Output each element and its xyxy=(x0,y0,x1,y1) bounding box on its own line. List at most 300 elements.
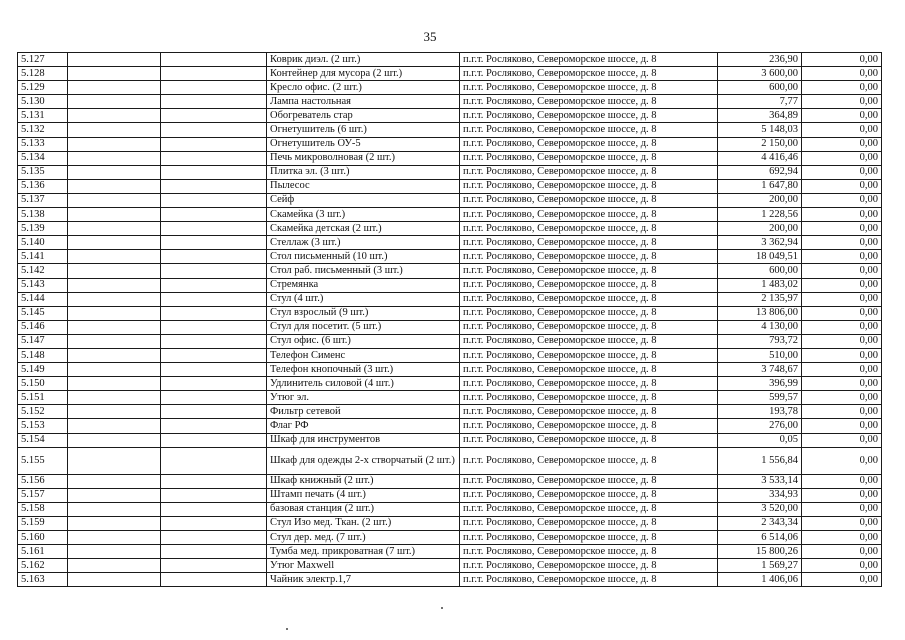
item-name: Коврик диэл. (2 шт.) xyxy=(267,53,460,67)
blank-cell xyxy=(68,109,161,123)
blank-cell xyxy=(68,474,161,488)
item-name: Огнетушитель ОУ-5 xyxy=(267,137,460,151)
item-name: Стеллаж (3 шт.) xyxy=(267,236,460,250)
blank-cell xyxy=(68,488,161,502)
item-residual: 0,00 xyxy=(802,278,882,292)
item-residual: 0,00 xyxy=(802,320,882,334)
blank-cell xyxy=(161,236,267,250)
item-name: Телефон Сименс xyxy=(267,348,460,362)
item-residual: 0,00 xyxy=(802,67,882,81)
table-row xyxy=(18,53,882,67)
item-residual: 0,00 xyxy=(802,433,882,447)
item-value: 2 343,34 xyxy=(718,516,802,530)
item-value: 1 647,80 xyxy=(718,179,802,193)
page-number: 35 xyxy=(423,29,437,44)
table-row xyxy=(18,447,882,474)
item-value: 1 556,84 xyxy=(718,447,802,474)
blank-cell xyxy=(161,391,267,405)
table-row xyxy=(18,208,882,222)
row-number: 5.148 xyxy=(18,348,68,362)
table-row xyxy=(18,433,882,447)
blank-cell xyxy=(68,545,161,559)
blank-cell xyxy=(161,250,267,264)
item-residual: 0,00 xyxy=(802,531,882,545)
row-number: 5.157 xyxy=(18,488,68,502)
blank-cell xyxy=(68,278,161,292)
blank-cell xyxy=(68,447,161,474)
item-name: базовая станция (2 шт.) xyxy=(267,502,460,516)
item-residual: 0,00 xyxy=(802,516,882,530)
table-row xyxy=(18,151,882,165)
table-row xyxy=(18,250,882,264)
row-number: 5.150 xyxy=(18,377,68,391)
item-residual: 0,00 xyxy=(802,447,882,474)
item-name: Телефон кнопочный (3 шт.) xyxy=(267,363,460,377)
item-residual: 0,00 xyxy=(802,193,882,207)
table-row xyxy=(18,405,882,419)
blank-cell xyxy=(161,278,267,292)
row-number: 5.140 xyxy=(18,236,68,250)
blank-cell xyxy=(68,165,161,179)
item-address: п.г.т. Росляково, Североморское шоссе, д. 8 xyxy=(460,363,718,377)
blank-cell xyxy=(161,81,267,95)
item-address: п.г.т. Росляково, Североморское шоссе, д. 8 xyxy=(460,222,718,236)
item-value: 7,77 xyxy=(718,95,802,109)
item-address: п.г.т. Росляково, Североморское шоссе, д. 8 xyxy=(460,67,718,81)
item-residual: 0,00 xyxy=(802,573,882,587)
item-value: 692,94 xyxy=(718,165,802,179)
item-name: Стремянка xyxy=(267,278,460,292)
blank-cell xyxy=(68,208,161,222)
blank-cell xyxy=(68,531,161,545)
blank-cell xyxy=(161,573,267,587)
blank-cell xyxy=(161,109,267,123)
table-row xyxy=(18,292,882,306)
blank-cell xyxy=(68,391,161,405)
item-address: п.г.т. Росляково, Североморское шоссе, д. 8 xyxy=(460,531,718,545)
item-residual: 0,00 xyxy=(802,488,882,502)
item-address: п.г.т. Росляково, Североморское шоссе, д. 8 xyxy=(460,292,718,306)
item-name: Фильтр сетевой xyxy=(267,405,460,419)
row-number: 5.128 xyxy=(18,67,68,81)
table-row xyxy=(18,179,882,193)
item-address: п.г.т. Росляково, Североморское шоссе, д. 8 xyxy=(460,53,718,67)
item-address: п.г.т. Росляково, Североморское шоссе, д. 8 xyxy=(460,95,718,109)
item-address: п.г.т. Росляково, Североморское шоссе, д. 8 xyxy=(460,502,718,516)
item-value: 600,00 xyxy=(718,264,802,278)
row-number: 5.153 xyxy=(18,419,68,433)
item-value: 364,89 xyxy=(718,109,802,123)
blank-cell xyxy=(161,137,267,151)
blank-cell xyxy=(68,95,161,109)
item-name: Стул (4 шт.) xyxy=(267,292,460,306)
table-row xyxy=(18,573,882,587)
item-address: п.г.т. Росляково, Североморское шоссе, д. 8 xyxy=(460,377,718,391)
item-residual: 0,00 xyxy=(802,363,882,377)
table-row xyxy=(18,67,882,81)
table-row xyxy=(18,278,882,292)
blank-cell xyxy=(161,502,267,516)
row-number: 5.136 xyxy=(18,179,68,193)
row-number: 5.132 xyxy=(18,123,68,137)
blank-cell xyxy=(68,306,161,320)
item-name: Чайник электр.1,7 xyxy=(267,573,460,587)
item-residual: 0,00 xyxy=(802,123,882,137)
item-address: п.г.т. Росляково, Североморское шоссе, д. 8 xyxy=(460,419,718,433)
item-name: Стул взрослый (9 шт.) xyxy=(267,306,460,320)
blank-cell xyxy=(161,95,267,109)
item-value: 3 748,67 xyxy=(718,363,802,377)
blank-cell xyxy=(161,419,267,433)
item-name: Огнетушитель (6 шт.) xyxy=(267,123,460,137)
table-row xyxy=(18,264,882,278)
item-address: п.г.т. Росляково, Североморское шоссе, д. 8 xyxy=(460,123,718,137)
blank-cell xyxy=(161,334,267,348)
item-residual: 0,00 xyxy=(802,95,882,109)
item-address: п.г.т. Росляково, Североморское шоссе, д. 8 xyxy=(460,81,718,95)
item-name: Стул Изо мед. Ткан. (2 шт.) xyxy=(267,516,460,530)
row-number: 5.159 xyxy=(18,516,68,530)
item-address: п.г.т. Росляково, Североморское шоссе, д. 8 xyxy=(460,264,718,278)
item-value: 3 520,00 xyxy=(718,502,802,516)
item-name: Флаг РФ xyxy=(267,419,460,433)
item-address: п.г.т. Росляково, Североморское шоссе, д. 8 xyxy=(460,334,718,348)
item-address: п.г.т. Росляково, Североморское шоссе, д. 8 xyxy=(460,278,718,292)
item-residual: 0,00 xyxy=(802,137,882,151)
row-number: 5.160 xyxy=(18,531,68,545)
item-name: Сейф xyxy=(267,193,460,207)
item-name: Контейнер для мусора (2 шт.) xyxy=(267,67,460,81)
item-name: Лампа настольная xyxy=(267,95,460,109)
item-value: 3 533,14 xyxy=(718,474,802,488)
blank-cell xyxy=(68,179,161,193)
item-name: Стул дер. мед. (7 шт.) xyxy=(267,531,460,545)
blank-cell xyxy=(68,348,161,362)
item-address: п.г.т. Росляково, Североморское шоссе, д. 8 xyxy=(460,447,718,474)
table-row xyxy=(18,419,882,433)
item-name: Утюг эл. xyxy=(267,391,460,405)
item-residual: 0,00 xyxy=(802,348,882,362)
item-address: п.г.т. Росляково, Североморское шоссе, д. 8 xyxy=(460,405,718,419)
item-address: п.г.т. Росляково, Североморское шоссе, д. 8 xyxy=(460,488,718,502)
table-row xyxy=(18,474,882,488)
item-name: Стул для посетит. (5 шт.) xyxy=(267,320,460,334)
item-address: п.г.т. Росляково, Североморское шоссе, д. 8 xyxy=(460,474,718,488)
blank-cell xyxy=(161,377,267,391)
blank-cell xyxy=(68,320,161,334)
table-row xyxy=(18,391,882,405)
row-number: 5.127 xyxy=(18,53,68,67)
table-row xyxy=(18,531,882,545)
table-row xyxy=(18,334,882,348)
item-name: Обогреватель стар xyxy=(267,109,460,123)
item-value: 0,05 xyxy=(718,433,802,447)
blank-cell xyxy=(68,363,161,377)
blank-cell xyxy=(161,306,267,320)
item-value: 2 135,97 xyxy=(718,292,802,306)
item-residual: 0,00 xyxy=(802,545,882,559)
blank-cell xyxy=(161,348,267,362)
item-address: п.г.т. Росляково, Североморское шоссе, д. 8 xyxy=(460,109,718,123)
blank-cell xyxy=(161,151,267,165)
item-residual: 0,00 xyxy=(802,109,882,123)
row-number: 5.137 xyxy=(18,193,68,207)
item-value: 15 800,26 xyxy=(718,545,802,559)
table-row xyxy=(18,137,882,151)
blank-cell xyxy=(161,123,267,137)
blank-cell xyxy=(68,334,161,348)
inventory-table xyxy=(17,52,882,587)
blank-cell xyxy=(161,264,267,278)
item-value: 1 228,56 xyxy=(718,208,802,222)
row-number: 5.138 xyxy=(18,208,68,222)
table-row xyxy=(18,348,882,362)
blank-cell xyxy=(68,516,161,530)
blank-cell xyxy=(68,123,161,137)
item-residual: 0,00 xyxy=(802,474,882,488)
blank-cell xyxy=(161,53,267,67)
table-row xyxy=(18,165,882,179)
item-residual: 0,00 xyxy=(802,236,882,250)
item-residual: 0,00 xyxy=(802,264,882,278)
item-value: 200,00 xyxy=(718,222,802,236)
item-address: п.г.т. Росляково, Североморское шоссе, д. 8 xyxy=(460,236,718,250)
item-residual: 0,00 xyxy=(802,391,882,405)
row-number: 5.145 xyxy=(18,306,68,320)
item-address: п.г.т. Росляково, Североморское шоссе, д. 8 xyxy=(460,165,718,179)
blank-cell xyxy=(161,516,267,530)
row-number: 5.147 xyxy=(18,334,68,348)
inventory-rows xyxy=(18,53,882,587)
blank-cell xyxy=(161,559,267,573)
item-address: п.г.т. Росляково, Североморское шоссе, д. 8 xyxy=(460,306,718,320)
row-number: 5.129 xyxy=(18,81,68,95)
item-name: Шкаф для одежды 2-х створчатый (2 шт.) xyxy=(267,447,460,474)
item-value: 599,57 xyxy=(718,391,802,405)
table-row xyxy=(18,81,882,95)
blank-cell xyxy=(161,208,267,222)
item-address: п.г.т. Росляково, Североморское шоссе, д. 8 xyxy=(460,545,718,559)
blank-cell xyxy=(161,488,267,502)
item-address: п.г.т. Росляково, Североморское шоссе, д. 8 xyxy=(460,516,718,530)
item-value: 5 148,03 xyxy=(718,123,802,137)
item-residual: 0,00 xyxy=(802,292,882,306)
blank-cell xyxy=(68,81,161,95)
item-value: 3 362,94 xyxy=(718,236,802,250)
blank-cell xyxy=(68,292,161,306)
blank-cell xyxy=(68,222,161,236)
row-number: 5.130 xyxy=(18,95,68,109)
blank-cell xyxy=(68,405,161,419)
blank-cell xyxy=(161,447,267,474)
item-name: Утюг Maxwell xyxy=(267,559,460,573)
row-number: 5.152 xyxy=(18,405,68,419)
item-name: Стол письменный (10 шт.) xyxy=(267,250,460,264)
item-residual: 0,00 xyxy=(802,53,882,67)
item-value: 6 514,06 xyxy=(718,531,802,545)
item-residual: 0,00 xyxy=(802,179,882,193)
blank-cell xyxy=(68,377,161,391)
row-number: 5.158 xyxy=(18,502,68,516)
blank-cell xyxy=(161,179,267,193)
blank-cell xyxy=(68,250,161,264)
item-value: 3 600,00 xyxy=(718,67,802,81)
row-number: 5.133 xyxy=(18,137,68,151)
item-residual: 0,00 xyxy=(802,306,882,320)
row-number: 5.131 xyxy=(18,109,68,123)
item-residual: 0,00 xyxy=(802,81,882,95)
item-residual: 0,00 xyxy=(802,165,882,179)
item-value: 334,93 xyxy=(718,488,802,502)
item-residual: 0,00 xyxy=(802,151,882,165)
item-name: Кресло офис. (2 шт.) xyxy=(267,81,460,95)
item-residual: 0,00 xyxy=(802,559,882,573)
item-residual: 0,00 xyxy=(802,208,882,222)
scan-speck xyxy=(441,607,443,609)
item-residual: 0,00 xyxy=(802,419,882,433)
item-name: Скамейка детская (2 шт.) xyxy=(267,222,460,236)
table-row xyxy=(18,320,882,334)
item-name: Шкаф книжный (2 шт.) xyxy=(267,474,460,488)
blank-cell xyxy=(161,67,267,81)
blank-cell xyxy=(161,545,267,559)
blank-cell xyxy=(68,433,161,447)
blank-cell xyxy=(68,419,161,433)
item-address: п.г.т. Росляково, Североморское шоссе, д. 8 xyxy=(460,573,718,587)
blank-cell xyxy=(68,53,161,67)
item-address: п.г.т. Росляково, Североморское шоссе, д. 8 xyxy=(460,151,718,165)
item-residual: 0,00 xyxy=(802,502,882,516)
table-row xyxy=(18,109,882,123)
blank-cell xyxy=(161,433,267,447)
item-address: п.г.т. Росляково, Североморское шоссе, д. 8 xyxy=(460,208,718,222)
item-value: 396,99 xyxy=(718,377,802,391)
row-number: 5.163 xyxy=(18,573,68,587)
item-value: 600,00 xyxy=(718,81,802,95)
item-residual: 0,00 xyxy=(802,405,882,419)
row-number: 5.156 xyxy=(18,474,68,488)
item-value: 13 806,00 xyxy=(718,306,802,320)
table-row xyxy=(18,306,882,320)
item-value: 193,78 xyxy=(718,405,802,419)
item-value: 510,00 xyxy=(718,348,802,362)
item-value: 200,00 xyxy=(718,193,802,207)
item-name: Скамейка (3 шт.) xyxy=(267,208,460,222)
item-residual: 0,00 xyxy=(802,334,882,348)
item-address: п.г.т. Росляково, Североморское шоссе, д. 8 xyxy=(460,250,718,264)
row-number: 5.142 xyxy=(18,264,68,278)
row-number: 5.135 xyxy=(18,165,68,179)
row-number: 5.141 xyxy=(18,250,68,264)
blank-cell xyxy=(68,573,161,587)
row-number: 5.154 xyxy=(18,433,68,447)
item-name: Удлинитель силовой (4 шт.) xyxy=(267,377,460,391)
item-name: Стол раб. письменный (3 шт.) xyxy=(267,264,460,278)
blank-cell xyxy=(161,320,267,334)
item-address: п.г.т. Росляково, Североморское шоссе, д. 8 xyxy=(460,193,718,207)
table-row xyxy=(18,123,882,137)
blank-cell xyxy=(161,474,267,488)
item-value: 236,90 xyxy=(718,53,802,67)
blank-cell xyxy=(68,67,161,81)
item-value: 4 130,00 xyxy=(718,320,802,334)
table-row xyxy=(18,559,882,573)
table-row xyxy=(18,545,882,559)
item-name: Стул офис. (6 шт.) xyxy=(267,334,460,348)
item-value: 2 150,00 xyxy=(718,137,802,151)
blank-cell xyxy=(68,559,161,573)
blank-cell xyxy=(68,502,161,516)
blank-cell xyxy=(161,193,267,207)
row-number: 5.146 xyxy=(18,320,68,334)
table-row xyxy=(18,363,882,377)
blank-cell xyxy=(161,405,267,419)
item-name: Плитка эл. (3 шт.) xyxy=(267,165,460,179)
blank-cell xyxy=(161,531,267,545)
item-value: 276,00 xyxy=(718,419,802,433)
row-number: 5.144 xyxy=(18,292,68,306)
table-row xyxy=(18,193,882,207)
blank-cell xyxy=(161,363,267,377)
item-residual: 0,00 xyxy=(802,377,882,391)
item-address: п.г.т. Росляково, Североморское шоссе, д. 8 xyxy=(460,348,718,362)
item-address: п.г.т. Росляково, Североморское шоссе, д. 8 xyxy=(460,391,718,405)
table-row xyxy=(18,516,882,530)
item-address: п.г.т. Росляково, Североморское шоссе, д. 8 xyxy=(460,559,718,573)
row-number: 5.162 xyxy=(18,559,68,573)
item-address: п.г.т. Росляково, Североморское шоссе, д. 8 xyxy=(460,137,718,151)
blank-cell xyxy=(161,165,267,179)
row-number: 5.139 xyxy=(18,222,68,236)
blank-cell xyxy=(68,264,161,278)
row-number: 5.161 xyxy=(18,545,68,559)
blank-cell xyxy=(68,193,161,207)
table-row xyxy=(18,377,882,391)
item-value: 4 416,46 xyxy=(718,151,802,165)
table-row xyxy=(18,236,882,250)
item-value: 1 569,27 xyxy=(718,559,802,573)
row-number: 5.155 xyxy=(18,447,68,474)
table-row xyxy=(18,502,882,516)
blank-cell xyxy=(68,236,161,250)
item-name: Шкаф для инструментов xyxy=(267,433,460,447)
item-residual: 0,00 xyxy=(802,222,882,236)
row-number: 5.143 xyxy=(18,278,68,292)
item-value: 18 049,51 xyxy=(718,250,802,264)
item-value: 1 483,02 xyxy=(718,278,802,292)
scan-speck xyxy=(286,628,288,630)
item-name: Штамп печать (4 шт.) xyxy=(267,488,460,502)
blank-cell xyxy=(68,137,161,151)
item-name: Пылесос xyxy=(267,179,460,193)
table-row xyxy=(18,488,882,502)
row-number: 5.149 xyxy=(18,363,68,377)
item-value: 793,72 xyxy=(718,334,802,348)
item-name: Тумба мед. прикроватная (7 шт.) xyxy=(267,545,460,559)
blank-cell xyxy=(161,222,267,236)
item-address: п.г.т. Росляково, Североморское шоссе, д. 8 xyxy=(460,433,718,447)
table-row xyxy=(18,222,882,236)
row-number: 5.134 xyxy=(18,151,68,165)
blank-cell xyxy=(161,292,267,306)
item-residual: 0,00 xyxy=(802,250,882,264)
table-row xyxy=(18,95,882,109)
row-number: 5.151 xyxy=(18,391,68,405)
item-address: п.г.т. Росляково, Североморское шоссе, д. 8 xyxy=(460,320,718,334)
item-name: Печь микроволновая (2 шт.) xyxy=(267,151,460,165)
item-value: 1 406,06 xyxy=(718,573,802,587)
blank-cell xyxy=(68,151,161,165)
